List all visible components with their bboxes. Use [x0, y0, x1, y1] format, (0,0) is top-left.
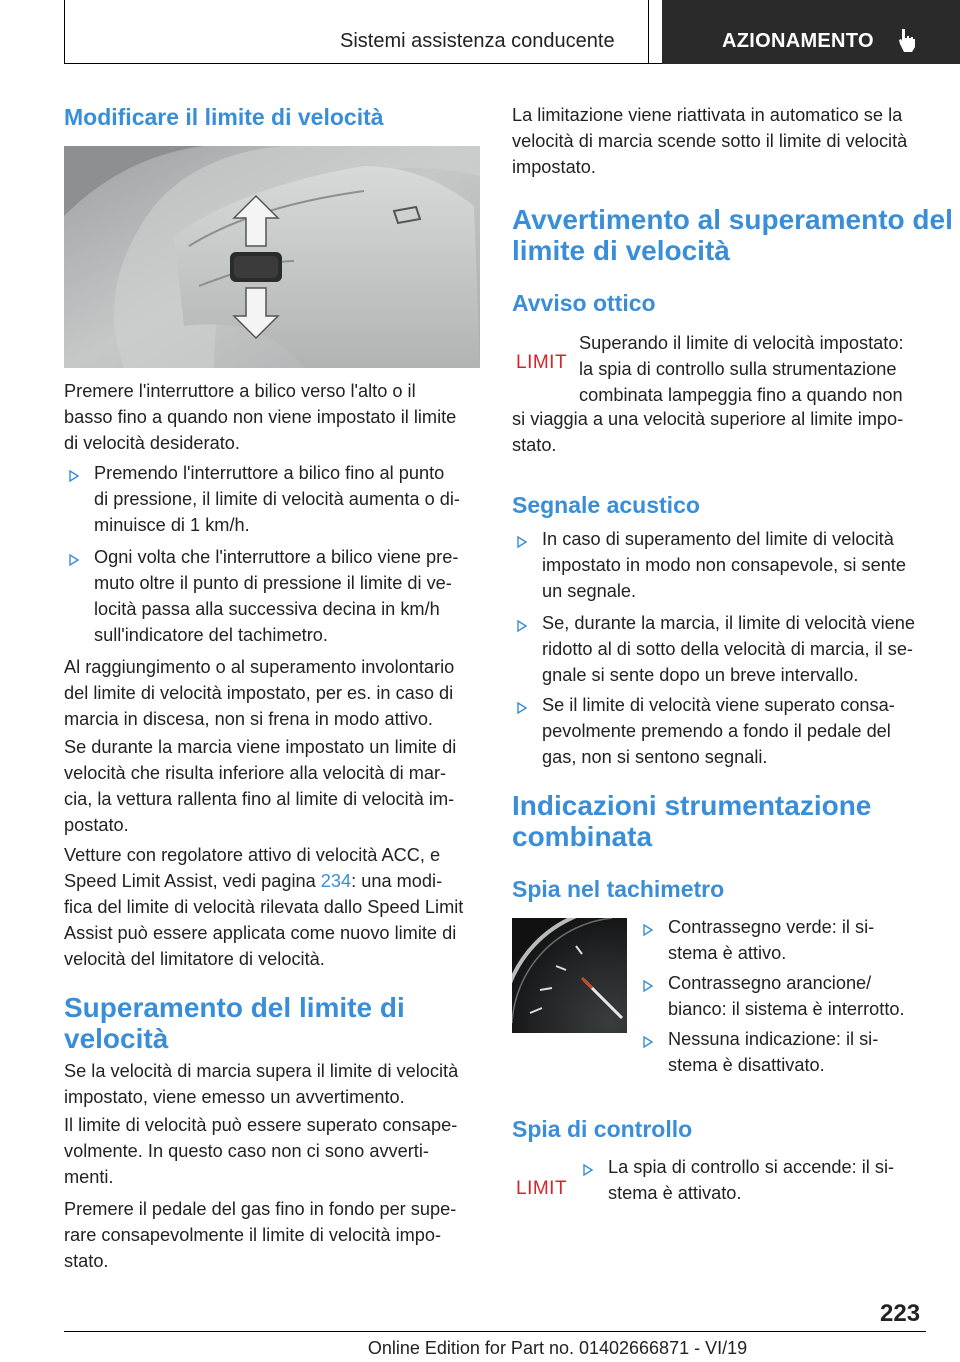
bullet-press-point [94, 460, 460, 538]
limit-indicator-icon: LIMIT [516, 352, 568, 373]
text-line: Superando il limite di velocità impostato: [579, 333, 904, 353]
limit-indicator-icon: LIMIT [516, 1178, 568, 1199]
text-line: Vetture con regolatore attivo di velocità ACC, e [64, 845, 441, 865]
text-line: Premendo l'interruttore a bilico fino al punto [94, 463, 445, 483]
hand-pointer-icon [895, 27, 921, 53]
text-line [64, 868, 463, 894]
text-line: Al raggiungimento o al superamento involontario [64, 657, 455, 677]
text-line: Il limite di velocità può essere superato consape- [64, 1115, 458, 1135]
bullet-triangle-icon [643, 924, 653, 936]
bullet-triangle-icon [69, 554, 79, 566]
paragraph-reactivation [512, 102, 907, 180]
text-line: volmente. In questo caso non ci sono avverti- [64, 1141, 429, 1161]
bullet-triangle-icon [517, 536, 527, 548]
heading-instrument-cluster [512, 790, 871, 852]
paragraph-visual-warning-continued [512, 406, 903, 458]
text-line: minuisce di 1 km/h. [94, 515, 250, 535]
bullet-limit-reduced [542, 610, 915, 688]
text-line: Se il limite di velocità viene superato consa- [542, 695, 895, 715]
page-link[interactable]: 234 [320, 871, 352, 891]
text-line: gnale si sente dopo un breve intervallo. [542, 665, 859, 685]
bullet-triangle-icon [583, 1164, 593, 1176]
text-line: marcia in discesa, non si frena in modo attivo. [64, 709, 433, 729]
paragraph-vehicle-slows [64, 734, 456, 838]
text-line: locità passa alla successiva decina in km/h [94, 599, 440, 619]
text-line: velocità del limitatore di velocità. [64, 949, 325, 969]
heading-visual-warning: Avviso ottico [512, 290, 656, 316]
heading-line: limite di velocità [512, 235, 730, 266]
text-line: Se durante la marcia viene impostato un limite di [64, 737, 457, 757]
bullet-triangle-icon [643, 1036, 653, 1048]
bullet-indicator-on [608, 1154, 894, 1206]
heading-line: combinata [512, 821, 653, 852]
bullet-green-marker [668, 914, 874, 966]
text-line: Premere il pedale del gas fino in fondo per supe- [64, 1199, 457, 1219]
speedometer-marker-photo [512, 918, 627, 1033]
heading-speedometer-indicator: Spia nel tachimetro [512, 876, 725, 902]
heading-speed-limit-warning [512, 204, 953, 266]
page-number: 223 [880, 1300, 921, 1327]
text-line: Contrassegno verde: il si- [668, 917, 875, 937]
paragraph-intentional-exceed [64, 1112, 457, 1190]
heading-acoustic-signal: Segnale acustico [512, 492, 700, 518]
text-line: Contrassegno arancione/ [668, 973, 872, 993]
text-line: La limitazione viene riattivata in automatico se la [512, 105, 903, 125]
text-line: stato. [64, 1251, 109, 1271]
text-span: : una modi- [351, 871, 443, 891]
bullet-triangle-icon [643, 980, 653, 992]
text-line: pevolmente premendo a fondo il pedale del [542, 721, 891, 741]
text-line: velocità di marcia scende sotto il limite di velocità [512, 131, 908, 151]
text-line: La spia di controllo si accende: il si- [608, 1157, 895, 1177]
text-line: stema è disattivato. [668, 1055, 825, 1075]
text-line: cia, la vettura rallenta fino al limite di velocità im- [64, 789, 455, 809]
text-line: Assist può essere applicata come nuovo limite di [64, 923, 457, 943]
bullet-orange-white-marker [668, 970, 905, 1022]
text-line: di velocità desiderato. [64, 433, 240, 453]
heading-exceeding-speed-limit [64, 992, 405, 1054]
text-line: si viaggia a una velocità superiore al limite impo- [512, 409, 904, 429]
bullet-intentional-kickdown [542, 692, 895, 770]
paragraph-press-accelerator [64, 1196, 456, 1274]
text-line: menti. [64, 1167, 114, 1187]
paragraph-warning-emitted [64, 1058, 458, 1110]
text-line: di pressione, il limite di velocità aumenta o di- [94, 489, 460, 509]
text-line: stema è attivato. [608, 1183, 742, 1203]
text-line: stato. [512, 435, 557, 455]
header-frame-right [648, 0, 649, 64]
text-line: ridotto al di sotto della velocità di marcia, il se- [542, 639, 913, 659]
text-line: impostato. [512, 157, 596, 177]
text-line: impostato, viene emesso un avvertimento. [64, 1087, 405, 1107]
steering-wheel-rocker-switch-photo [64, 146, 480, 368]
text-line: fica del limite di velocità rilevata dallo Speed Limit [64, 897, 464, 917]
text-line: postato. [64, 815, 129, 835]
paragraph-rocker-instructions [64, 378, 456, 456]
header-frame-bottom [64, 63, 662, 64]
heading-indicator-light: Spia di controllo [512, 1116, 693, 1142]
heading-line: Superamento del limite di [64, 992, 405, 1023]
text-line: Nessuna indicazione: il si- [668, 1029, 879, 1049]
footer-divider [64, 1331, 926, 1332]
paragraph-no-active-braking [64, 654, 454, 732]
header-frame-left [64, 0, 65, 64]
chapter-tab-label: AZIONAMENTO [722, 30, 874, 52]
text-line: Premere l'interruttore a bilico verso l'alto o il [64, 381, 416, 401]
text-line: rare consapevolmente il limite di velocità impo- [64, 1225, 442, 1245]
text-span: Speed Limit Assist, vedi pagina [64, 871, 321, 891]
heading-change-speed-limit: Modificare il limite di velocità [64, 104, 384, 130]
text-line: combinata lampeggia fino a quando non [579, 385, 903, 405]
edition-footer: Online Edition for Part no. 01402666871 - VI/19 [367, 1338, 748, 1358]
text-line: sull'indicatore del tachimetro. [94, 625, 328, 645]
text-line: impostato in modo non consapevole, si sente [542, 555, 906, 575]
text-line: basso fino a quando non viene impostato il limite [64, 407, 457, 427]
bullet-unintentional-exceed [542, 526, 906, 604]
text-line: Ogni volta che l'interruttore a bilico viene pre- [94, 547, 459, 567]
heading-line: velocità [64, 1023, 169, 1054]
paragraph-visual-warning-indented [579, 330, 904, 408]
text-line: Se la velocità di marcia supera il limite di velocità [64, 1061, 459, 1081]
heading-line: Indicazioni strumentazione [512, 790, 872, 821]
text-line: stema è attivo. [668, 943, 787, 963]
text-line: gas, non si sentono segnali. [542, 747, 768, 767]
bullet-triangle-icon [517, 620, 527, 632]
text-line: un segnale. [542, 581, 637, 601]
bullet-no-indication [668, 1026, 878, 1078]
bullet-triangle-icon [517, 702, 527, 714]
text-line: del limite di velocità impostato, per es. in caso di [64, 683, 454, 703]
text-line: Se, durante la marcia, il limite di velocità viene [542, 613, 916, 633]
section-title: Sistemi assistenza conducente [340, 30, 615, 52]
paragraph-acc-speed-limit-assist [64, 842, 463, 972]
text-line: la spia di controllo sulla strumentazione [579, 359, 897, 379]
bullet-beyond-press-point [94, 544, 458, 648]
text-line: bianco: il sistema è interrotto. [668, 999, 905, 1019]
bullet-triangle-icon [69, 470, 79, 482]
text-line: muto oltre il punto di pressione il limite di ve- [94, 573, 452, 593]
text-line: velocità che risulta inferiore alla velocità di mar- [64, 763, 447, 783]
text-line: In caso di superamento del limite di velocità [542, 529, 894, 549]
heading-line: Avvertimento al superamento del [512, 204, 953, 235]
